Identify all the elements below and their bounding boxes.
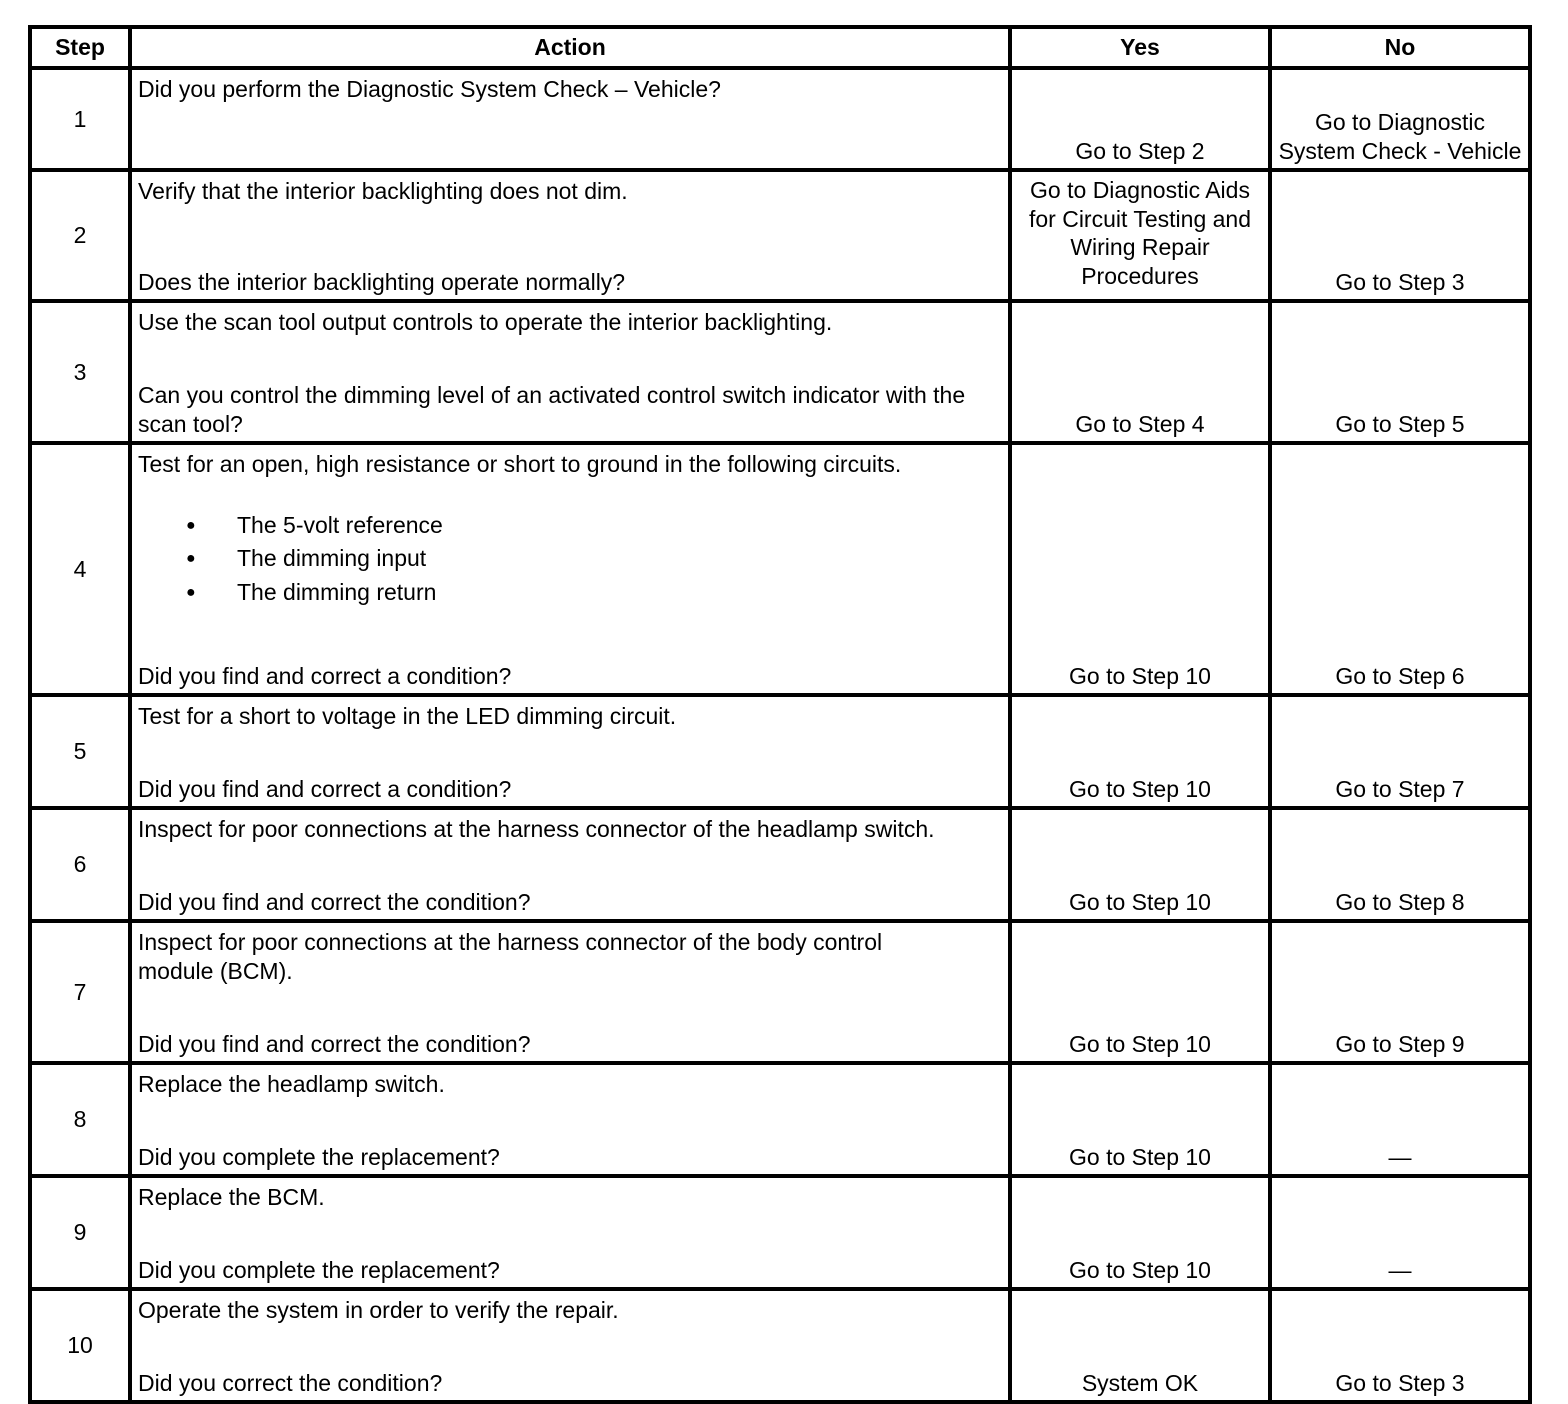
- yes-cell: [1010, 443, 1270, 695]
- action-cell: [130, 921, 1010, 1063]
- action-text: Verify that the interior backlighting does not dim.: [138, 178, 628, 204]
- no-result: —: [1388, 1256, 1412, 1283]
- yes-cell: [1010, 301, 1270, 443]
- no-result: —: [1388, 1143, 1412, 1170]
- table-row: [30, 443, 1530, 695]
- step-number: 4: [30, 443, 130, 695]
- action-cell: [130, 68, 1010, 170]
- action-text: Operate the system in order to verify the repair.: [138, 1297, 619, 1323]
- yes-result: Go to Step 2: [1075, 137, 1205, 164]
- step-number: 8: [30, 1063, 130, 1176]
- table-row: [30, 695, 1530, 808]
- table-row: [30, 301, 1530, 443]
- action-text: Test for an open, high resistance or short to ground in the following circuits.: [138, 451, 902, 477]
- action-text: Test for a short to voltage in the LED dimming circuit.: [138, 703, 677, 729]
- table-row: [30, 1063, 1530, 1176]
- step-number: 6: [30, 808, 130, 921]
- yes-result: Go to Step 10: [1069, 1143, 1211, 1170]
- action-text: Replace the headlamp switch.: [138, 1071, 445, 1097]
- yes-result: Go to Step 10: [1069, 1256, 1211, 1283]
- header-no: No: [1270, 27, 1530, 68]
- action-question: Did you find and correct the condition?: [138, 888, 531, 915]
- step-number: 5: [30, 695, 130, 808]
- header-row: [30, 27, 1530, 68]
- table-row: [30, 921, 1530, 1063]
- header-action: Action: [130, 27, 1010, 68]
- no-cell: [1270, 1063, 1530, 1176]
- no-cell: [1270, 68, 1530, 170]
- action-question: Did you complete the replacement?: [138, 1256, 500, 1283]
- yes-result: Go to Step 10: [1069, 1030, 1211, 1057]
- no-cell: [1270, 170, 1530, 301]
- circuit-list: [138, 509, 1002, 610]
- action-cell: [130, 170, 1010, 301]
- step-number: 10: [30, 1289, 130, 1402]
- no-cell: [1270, 808, 1530, 921]
- action-cell: [130, 808, 1010, 921]
- list-item: ● The dimming input: [138, 542, 1002, 576]
- action-question: Did you correct the condition?: [138, 1369, 443, 1396]
- no-result: Go to Step 9: [1335, 1030, 1465, 1057]
- yes-cell: [1010, 808, 1270, 921]
- no-cell: [1270, 695, 1530, 808]
- yes-result: Go to Step 4: [1075, 410, 1205, 437]
- action-cell: [130, 301, 1010, 443]
- yes-cell: [1010, 695, 1270, 808]
- no-cell: [1270, 1176, 1530, 1289]
- yes-cell: [1010, 1176, 1270, 1289]
- action-question: Can you control the dimming level of an activated control switch indicator with the scan tool?: [138, 382, 966, 437]
- yes-cell: [1010, 170, 1270, 301]
- action-cell: [130, 443, 1010, 695]
- action-cell: [130, 1176, 1010, 1289]
- yes-cell: [1010, 1289, 1270, 1402]
- action-question: Did you find and correct a condition?: [138, 662, 512, 689]
- header-step: Step: [30, 27, 130, 68]
- no-result: Go to Step 6: [1335, 662, 1465, 689]
- step-number: 9: [30, 1176, 130, 1289]
- no-cell: [1270, 301, 1530, 443]
- action-question: Did you find and correct the condition?: [138, 1030, 531, 1057]
- step-number: 2: [30, 170, 130, 301]
- action-text: Inspect for poor connections at the harness connector of the headlamp switch.: [138, 816, 935, 842]
- step-number: 7: [30, 921, 130, 1063]
- table-row: [30, 1289, 1530, 1402]
- no-result: Go to Step 3: [1335, 1369, 1465, 1396]
- header-yes: Yes: [1010, 27, 1270, 68]
- action-text: Did you perform the Diagnostic System Check – Vehicle?: [138, 76, 721, 102]
- table-row: [30, 170, 1530, 301]
- yes-result: Go to Diagnostic Aids for Circuit Testing and Wiring Repair Procedures: [1028, 177, 1251, 289]
- diagnostic-table: [28, 25, 1532, 1404]
- action-text: Inspect for poor connections at the harness connector of the body control module (BCM).: [138, 929, 883, 984]
- action-question: Did you complete the replacement?: [138, 1143, 500, 1170]
- list-item: ● The 5-volt reference: [138, 509, 1002, 543]
- yes-result: System OK: [1081, 1369, 1199, 1396]
- yes-cell: [1010, 1063, 1270, 1176]
- action-question: Did you find and correct a condition?: [138, 775, 512, 802]
- yes-result: Go to Step 10: [1069, 888, 1211, 915]
- step-number: 3: [30, 301, 130, 443]
- no-result: Go to Step 5: [1335, 410, 1465, 437]
- no-result: Go to Step 8: [1335, 888, 1465, 915]
- action-cell: [130, 695, 1010, 808]
- no-cell: [1270, 921, 1530, 1063]
- no-result: Go to Step 7: [1335, 775, 1465, 802]
- action-text: Replace the BCM.: [138, 1184, 325, 1210]
- no-cell: [1270, 443, 1530, 695]
- action-cell: [130, 1063, 1010, 1176]
- no-result: Go to Step 3: [1335, 268, 1465, 295]
- yes-result: Go to Step 10: [1069, 775, 1211, 802]
- step-number: 1: [30, 68, 130, 170]
- no-result: Go to Diagnostic System Check - Vehicle: [1278, 109, 1522, 164]
- action-text: Use the scan tool output controls to operate the interior backlighting.: [138, 309, 833, 335]
- list-item: ● The dimming return: [138, 576, 1002, 610]
- table-row: [30, 68, 1530, 170]
- yes-cell: [1010, 68, 1270, 170]
- table-row: [30, 808, 1530, 921]
- yes-cell: [1010, 921, 1270, 1063]
- yes-result: Go to Step 10: [1069, 662, 1211, 689]
- action-question: Does the interior backlighting operate normally?: [138, 268, 626, 295]
- action-cell: [130, 1289, 1010, 1402]
- no-cell: [1270, 1289, 1530, 1402]
- table-row: [30, 1176, 1530, 1289]
